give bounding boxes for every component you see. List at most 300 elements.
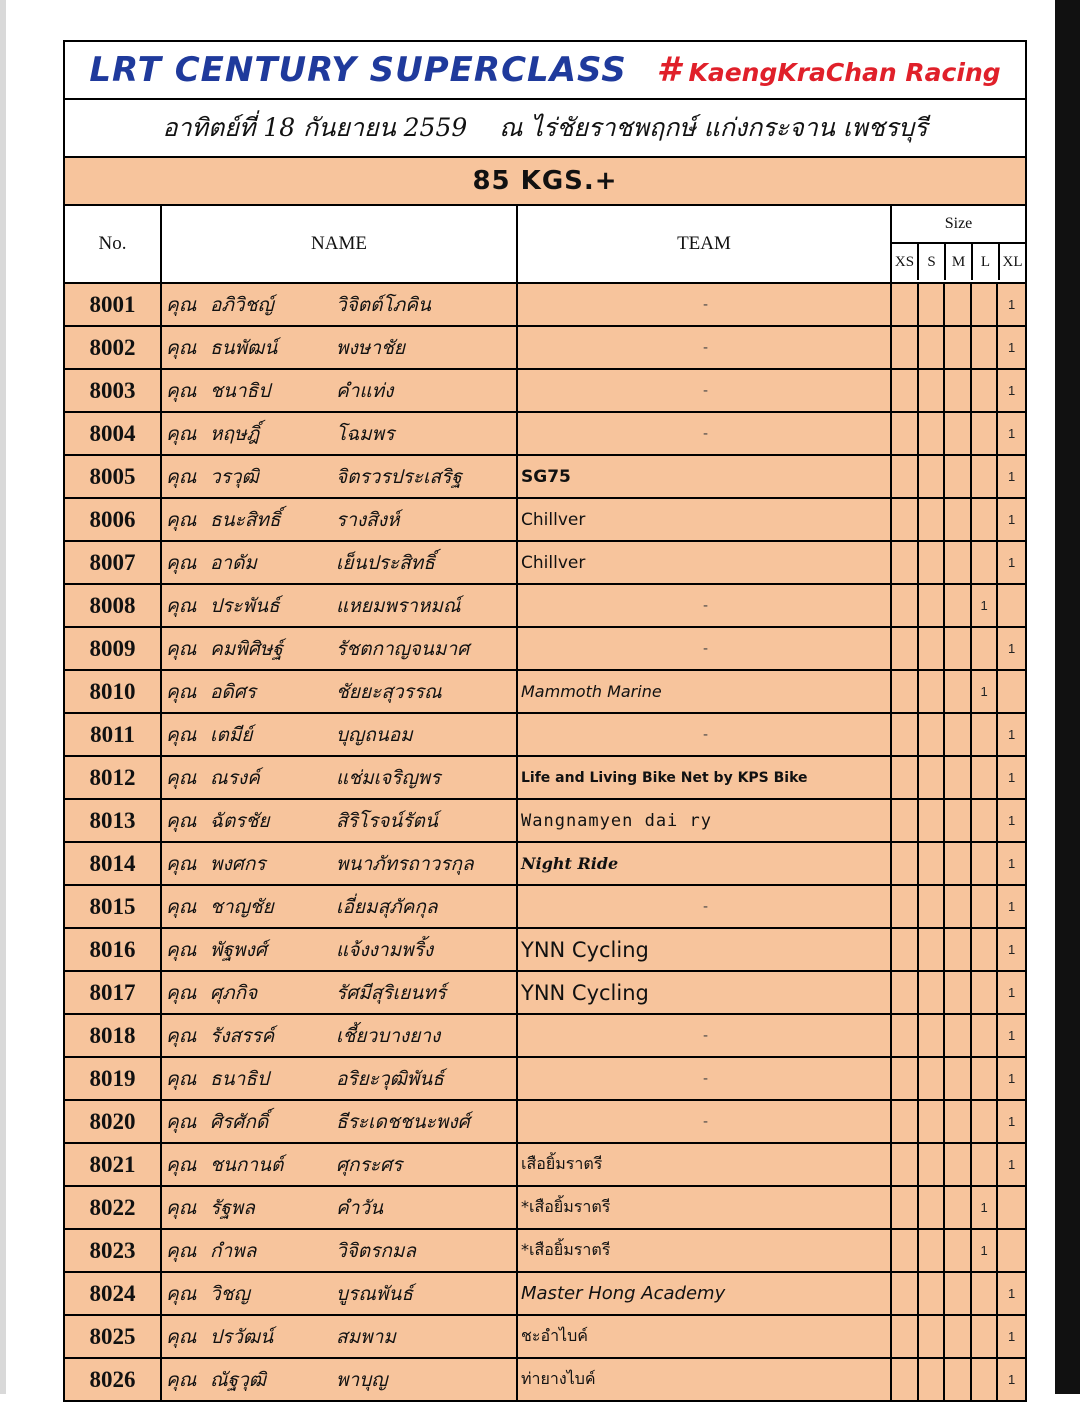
first-name: อาดัม: [210, 551, 257, 574]
rider-name: [162, 1273, 518, 1314]
size-s-count: [919, 413, 946, 454]
team-name: Life and Living Bike Net by KPS Bike: [518, 757, 892, 798]
rider-number: 8003: [65, 370, 162, 411]
size-m-count: [945, 929, 972, 970]
name-prefix: คุณ: [166, 809, 197, 832]
size-s-count: [919, 843, 946, 884]
size-xl-count: 1: [1008, 469, 1016, 484]
size-l-count: 1: [972, 1187, 999, 1228]
size-l-count: [972, 413, 999, 454]
team-name: -: [518, 413, 892, 454]
rider-name: [162, 757, 518, 798]
rider-number: 8012: [65, 757, 162, 798]
size-s-count: [919, 284, 946, 325]
size-xl-count: 1: [1008, 340, 1016, 355]
first-name: ชาญชัย: [210, 895, 274, 918]
last-name: เอี่ยมสุภัคกุล: [336, 895, 438, 918]
table-row: [65, 456, 1025, 499]
rider-name: [162, 542, 518, 583]
name-prefix: คุณ: [166, 293, 197, 316]
last-name: วิจิตรกมล: [336, 1239, 417, 1262]
size-xs-count: [892, 327, 919, 368]
name-prefix: คุณ: [166, 1325, 197, 1348]
table-row: [65, 585, 1025, 628]
size-l-count: [972, 714, 999, 755]
size-l-count: [972, 1316, 999, 1357]
size-xl-count: 1: [1008, 1028, 1016, 1043]
table-row: [65, 843, 1025, 886]
size-xl-count: 1: [1008, 942, 1016, 957]
header-size: [892, 206, 1025, 282]
size-s-count: [919, 1273, 946, 1314]
team-name: Mammoth Marine: [518, 671, 892, 712]
table-row: [65, 972, 1025, 1015]
size-xl-count: 1: [1008, 856, 1016, 871]
size-s-count: [919, 1187, 946, 1228]
size-xl-count: 1: [1008, 512, 1016, 527]
size-m-count: [945, 1144, 972, 1185]
rider-name: [162, 929, 518, 970]
rider-name: [162, 671, 518, 712]
name-prefix: คุณ: [166, 1110, 197, 1133]
first-name: ปรวัฒน์: [210, 1325, 274, 1348]
team-name: *เสือยิ้มราตรี: [518, 1187, 892, 1228]
name-prefix: คุณ: [166, 1067, 197, 1090]
table-body: [65, 284, 1025, 1402]
size-l-count: [972, 456, 999, 497]
size-s-count: [919, 1101, 946, 1142]
first-name: วิชญ: [210, 1282, 250, 1305]
last-name: เชี้ยวบางยาง: [336, 1024, 441, 1047]
size-l-count: [972, 499, 999, 540]
size-m-count: [945, 671, 972, 712]
first-name: ชนาธิป: [210, 379, 271, 402]
team-name: Chillver: [518, 542, 892, 583]
name-prefix: คุณ: [166, 1153, 197, 1176]
size-m-count: [945, 327, 972, 368]
rider-name: [162, 413, 518, 454]
size-m-count: [945, 972, 972, 1013]
table-row: [65, 714, 1025, 757]
header-size-columns: [892, 244, 1025, 280]
size-xl-count: 1: [1008, 1071, 1016, 1086]
size-xl-count: 1: [1008, 1157, 1016, 1172]
last-name: คำแท่ง: [336, 379, 394, 402]
team-name: YNN Cycling: [518, 929, 892, 970]
size-xs-count: [892, 671, 919, 712]
size-l-count: [972, 972, 999, 1013]
size-xs-count: [892, 1230, 919, 1271]
table-row: [65, 929, 1025, 972]
size-xl-count: 1: [1008, 383, 1016, 398]
team-name: -: [518, 714, 892, 755]
last-name: บูรณพันธ์: [336, 1282, 414, 1305]
name-prefix: คุณ: [166, 508, 197, 531]
header-name: NAME: [162, 206, 518, 282]
event-date: อาทิตย์ที่ 18 กันยายน 2559: [162, 113, 468, 142]
last-name: ชัยยะสุวรรณ: [336, 680, 442, 703]
team-name: -: [518, 1101, 892, 1142]
header-no: No.: [65, 206, 162, 282]
size-xl-count: 1: [1008, 899, 1016, 914]
size-xs-count: [892, 1316, 919, 1357]
size-xl-count: [998, 671, 1025, 712]
title-bar: [65, 42, 1025, 100]
last-name: จิตรวรประเสริฐ: [336, 465, 462, 488]
size-xl-count: 1: [1008, 727, 1016, 742]
table-row: [65, 1101, 1025, 1144]
first-name: ธนะสิทธิ์: [210, 508, 281, 531]
size-xl-count: 1: [1008, 426, 1016, 441]
team-name: Night Ride: [518, 843, 892, 884]
size-s-count: [919, 886, 946, 927]
size-xl-count: 1: [1008, 1286, 1016, 1301]
first-name: ชนกานต์: [210, 1153, 284, 1176]
header-size-m: M: [946, 244, 973, 280]
first-name: หฤษฎิ์: [210, 422, 260, 445]
team-name: -: [518, 327, 892, 368]
size-l-count: [972, 1144, 999, 1185]
size-l-count: [972, 542, 999, 583]
name-prefix: คุณ: [166, 1024, 197, 1047]
team-name: Wangnamyen dai ry: [518, 800, 892, 841]
team-name: *เสือยิ้มราตรี: [518, 1230, 892, 1271]
size-xs-count: [892, 1101, 919, 1142]
last-name: พนาภัทรถาวรกุล: [336, 852, 474, 875]
size-l-count: [972, 929, 999, 970]
rider-number: 8007: [65, 542, 162, 583]
rider-number: 8020: [65, 1101, 162, 1142]
team-name: Chillver: [518, 499, 892, 540]
size-m-count: [945, 585, 972, 626]
size-l-count: [972, 1273, 999, 1314]
table-row: [65, 757, 1025, 800]
rider-number: 8023: [65, 1230, 162, 1271]
team-name: -: [518, 284, 892, 325]
table-row: [65, 370, 1025, 413]
team-name: -: [518, 1058, 892, 1099]
first-name: กำพล: [210, 1239, 257, 1262]
size-s-count: [919, 1230, 946, 1271]
size-l-count: [972, 327, 999, 368]
right-edge: [1055, 0, 1080, 1394]
left-edge: [0, 0, 6, 1394]
name-prefix: คุณ: [166, 1196, 197, 1219]
team-name: -: [518, 1015, 892, 1056]
table-row: [65, 499, 1025, 542]
team-name: เสือยิ้มราตรี: [518, 1144, 892, 1185]
rider-number: 8014: [65, 843, 162, 884]
size-xl-count: [998, 1230, 1025, 1271]
size-m-count: [945, 542, 972, 583]
size-s-count: [919, 800, 946, 841]
size-s-count: [919, 1144, 946, 1185]
rider-number: 8001: [65, 284, 162, 325]
rider-name: [162, 1058, 518, 1099]
name-prefix: คุณ: [166, 723, 197, 746]
rider-name: [162, 585, 518, 626]
table-row: [65, 327, 1025, 370]
first-name: ประพันธ์: [210, 594, 280, 617]
roster-sheet: [63, 40, 1027, 1402]
size-l-count: [972, 1101, 999, 1142]
team-name: ชะอำไบค์: [518, 1316, 892, 1357]
rider-name: [162, 972, 518, 1013]
name-prefix: คุณ: [166, 1368, 197, 1391]
size-xl-count: 1: [1008, 813, 1016, 828]
size-xs-count: [892, 714, 919, 755]
size-xl-count: [998, 585, 1025, 626]
rider-name: [162, 1101, 518, 1142]
size-xs-count: [892, 1144, 919, 1185]
table-row: [65, 284, 1025, 327]
size-m-count: [945, 1230, 972, 1271]
team-name: YNN Cycling: [518, 972, 892, 1013]
first-name: ธนาธิป: [210, 1067, 269, 1090]
size-m-count: [945, 370, 972, 411]
rider-number: 8015: [65, 886, 162, 927]
first-name: อภิวิชญ์: [210, 293, 274, 316]
name-prefix: คุณ: [166, 852, 197, 875]
size-s-count: [919, 585, 946, 626]
last-name: แช่มเจริญพร: [336, 766, 441, 789]
first-name: อดิศร: [210, 680, 257, 703]
team-name: -: [518, 886, 892, 927]
size-xs-count: [892, 456, 919, 497]
event-subtitle: [65, 100, 1025, 158]
size-xs-count: [892, 628, 919, 669]
size-xs-count: [892, 843, 919, 884]
size-m-count: [945, 456, 972, 497]
rider-name: [162, 1230, 518, 1271]
rider-number: 8016: [65, 929, 162, 970]
rider-number: 8005: [65, 456, 162, 497]
rider-number: 8013: [65, 800, 162, 841]
size-l-count: [972, 800, 999, 841]
header-size-xl: XL: [1002, 253, 1023, 270]
header-size-title: Size: [892, 206, 1025, 244]
size-l-count: 1: [972, 1230, 999, 1271]
size-m-count: [945, 757, 972, 798]
size-l-count: [972, 628, 999, 669]
rider-number: 8010: [65, 671, 162, 712]
rider-name: [162, 886, 518, 927]
size-xs-count: [892, 972, 919, 1013]
rider-number: 8002: [65, 327, 162, 368]
name-prefix: คุณ: [166, 1239, 197, 1262]
last-name: แจ้งงามพริ้ง: [336, 938, 434, 961]
size-xl-count: 1: [1008, 297, 1016, 312]
last-name: โฉมพร: [336, 422, 395, 445]
table-row: [65, 628, 1025, 671]
rider-name: [162, 628, 518, 669]
size-xl-count: 1: [1008, 555, 1016, 570]
size-xs-count: [892, 1015, 919, 1056]
size-xl-count: 1: [1008, 1329, 1016, 1344]
size-xl-count: 1: [1008, 1372, 1016, 1387]
first-name: วรวุฒิ: [210, 465, 259, 488]
header-size-l: L: [973, 244, 1000, 280]
first-name: รังสรรค์: [210, 1024, 275, 1047]
first-name: ธนพัฒน์: [210, 336, 278, 359]
table-header: [65, 206, 1025, 284]
size-xs-count: [892, 499, 919, 540]
name-prefix: คุณ: [166, 551, 197, 574]
size-xs-count: [892, 1058, 919, 1099]
rider-number: 8022: [65, 1187, 162, 1228]
size-l-count: [972, 284, 999, 325]
size-xs-count: [892, 370, 919, 411]
last-name: รางสิงห์: [336, 508, 400, 531]
size-m-count: [945, 1015, 972, 1056]
rider-number: 8021: [65, 1144, 162, 1185]
name-prefix: คุณ: [166, 637, 197, 660]
name-prefix: คุณ: [166, 422, 197, 445]
event-venue: ณ ไร่ชัยราชพฤกษ์ แก่งกระจาน เพชรบุรี: [499, 113, 928, 142]
first-name: ศิรศักดิ์: [210, 1110, 269, 1133]
rider-name: [162, 499, 518, 540]
header-size-s: S: [919, 244, 946, 280]
size-s-count: [919, 542, 946, 583]
size-l-count: [972, 1015, 999, 1056]
table-row: [65, 1187, 1025, 1230]
rider-number: 8017: [65, 972, 162, 1013]
rider-name: [162, 456, 518, 497]
rider-number: 8019: [65, 1058, 162, 1099]
size-xs-count: [892, 413, 919, 454]
rider-name: [162, 370, 518, 411]
size-m-count: [945, 1316, 972, 1357]
first-name: ศุภกิจ: [210, 981, 258, 1004]
rider-name: [162, 1144, 518, 1185]
size-m-count: [945, 628, 972, 669]
size-l-count: [972, 1058, 999, 1099]
size-l-count: [972, 370, 999, 411]
table-row: [65, 1359, 1025, 1402]
last-name: ศุกระศร: [336, 1153, 403, 1176]
rider-number: 8026: [65, 1359, 162, 1400]
team-name: ท่ายางไบค์: [518, 1359, 892, 1400]
header-size-xs: XS: [892, 244, 919, 280]
hash-icon: #: [656, 50, 681, 90]
size-l-count: 1: [972, 585, 999, 626]
table-row: [65, 800, 1025, 843]
size-m-count: [945, 714, 972, 755]
size-l-count: [972, 886, 999, 927]
first-name: ณัฐวุฒิ: [210, 1368, 266, 1391]
size-s-count: [919, 456, 946, 497]
first-name: เตมีย์: [210, 723, 253, 746]
rider-name: [162, 1015, 518, 1056]
rider-number: 8006: [65, 499, 162, 540]
size-xl-count: 1: [1008, 985, 1016, 1000]
rider-number: 8018: [65, 1015, 162, 1056]
rider-number: 8009: [65, 628, 162, 669]
table-row: [65, 1058, 1025, 1101]
size-s-count: [919, 714, 946, 755]
first-name: พงศกร: [210, 852, 266, 875]
size-m-count: [945, 499, 972, 540]
size-s-count: [919, 972, 946, 1013]
last-name: แหยมพราหมณ์: [336, 594, 461, 617]
first-name: พัฐพงศ์: [210, 938, 267, 961]
table-row: [65, 1273, 1025, 1316]
last-name: รัศมีสุริเยนทร์: [336, 981, 446, 1004]
table-row: [65, 542, 1025, 585]
size-s-count: [919, 327, 946, 368]
last-name: อริยะวุฒิพันธ์: [336, 1067, 444, 1090]
first-name: รัฐพล: [210, 1196, 255, 1219]
rider-name: [162, 843, 518, 884]
name-prefix: คุณ: [166, 379, 197, 402]
size-s-count: [919, 671, 946, 712]
team-name: SG75: [518, 456, 892, 497]
name-prefix: คุณ: [166, 1282, 197, 1305]
name-prefix: คุณ: [166, 766, 197, 789]
table-row: [65, 886, 1025, 929]
rider-number: 8025: [65, 1316, 162, 1357]
table-row: [65, 1230, 1025, 1273]
event-title: LRT CENTURY SUPERCLASS: [89, 50, 627, 90]
table-row: [65, 1144, 1025, 1187]
name-prefix: คุณ: [166, 680, 197, 703]
name-prefix: คุณ: [166, 981, 197, 1004]
size-m-count: [945, 886, 972, 927]
name-prefix: คุณ: [166, 895, 197, 918]
club-name: KaengKraChan Racing: [688, 58, 1001, 87]
first-name: คมพิศิษฐ์: [210, 637, 283, 660]
size-m-count: [945, 284, 972, 325]
last-name: บุญถนอม: [336, 723, 413, 746]
rider-name: [162, 800, 518, 841]
size-xs-count: [892, 800, 919, 841]
team-name: Master Hong Academy: [518, 1273, 892, 1314]
last-name: พาบุญ: [336, 1368, 388, 1391]
size-m-count: [945, 843, 972, 884]
club-title: [657, 50, 1001, 90]
size-l-count: [972, 843, 999, 884]
size-m-count: [945, 1187, 972, 1228]
size-m-count: [945, 800, 972, 841]
size-xs-count: [892, 886, 919, 927]
rider-name: [162, 284, 518, 325]
size-s-count: [919, 1316, 946, 1357]
size-m-count: [945, 1273, 972, 1314]
last-name: สมพาม: [336, 1325, 396, 1348]
name-prefix: คุณ: [166, 938, 197, 961]
size-s-count: [919, 757, 946, 798]
size-l-count: [972, 757, 999, 798]
size-s-count: [919, 628, 946, 669]
last-name: เย็นประสิทธิ์: [336, 551, 435, 574]
last-name: สิริโรจน์รัตน์: [336, 809, 438, 832]
rider-number: 8004: [65, 413, 162, 454]
size-xs-count: [892, 284, 919, 325]
name-prefix: คุณ: [166, 594, 197, 617]
size-s-count: [919, 929, 946, 970]
rider-name: [162, 327, 518, 368]
last-name: พงษาชัย: [336, 336, 406, 359]
size-s-count: [919, 499, 946, 540]
name-prefix: คุณ: [166, 336, 197, 359]
rider-name: [162, 714, 518, 755]
size-m-count: [945, 1058, 972, 1099]
team-name: -: [518, 370, 892, 411]
size-xl-count: 1: [1008, 770, 1016, 785]
table-row: [65, 1015, 1025, 1058]
size-xs-count: [892, 542, 919, 583]
size-xs-count: [892, 757, 919, 798]
